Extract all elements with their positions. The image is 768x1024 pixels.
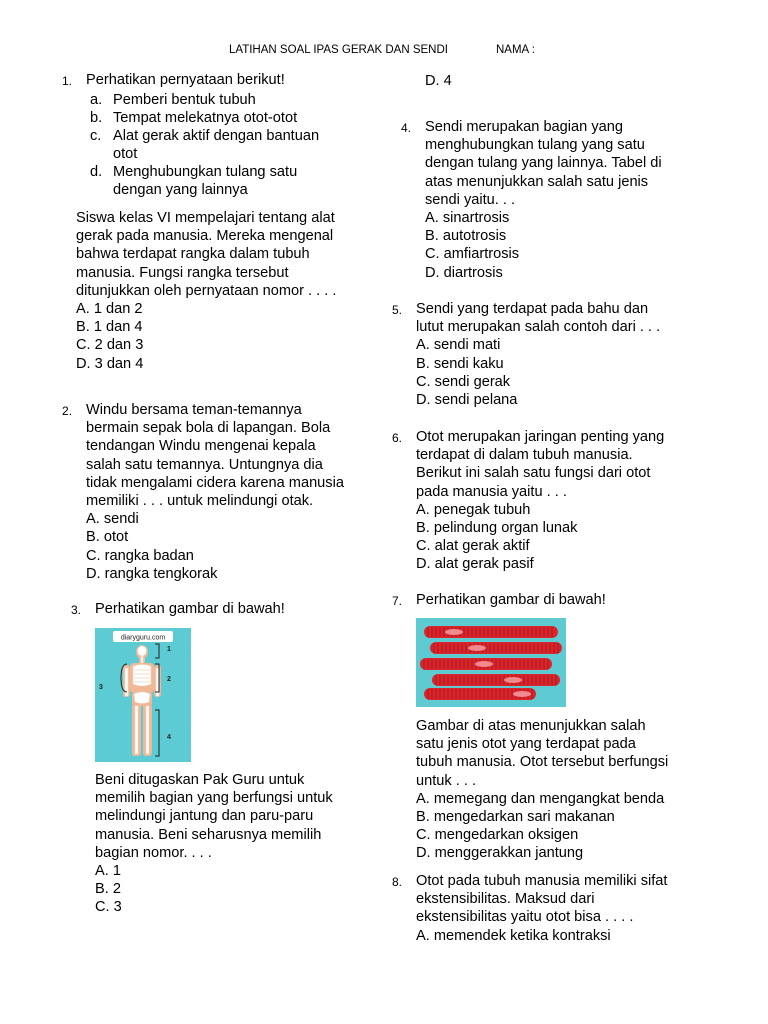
answer-option[interactable]: A. 1 dan 2 <box>76 301 143 318</box>
answer-option[interactable]: A. sendi <box>86 511 139 528</box>
statement-letter: c. <box>90 128 102 144</box>
question-text: Otot merupakan jaringan penting yang terdapat di dalam tubuh manusia. Berikut ini salah satu fungsi dari otot pada manusia yaitu . . . A. penegak tubuh B. pelindung organ lunak C. alat gerak aktif D. alat gerak pasif <box>416 429 665 573</box>
question-number: 5. <box>392 303 403 317</box>
answer-option[interactable]: C. amfiartrosis <box>425 246 520 263</box>
answer-option[interactable]: C. 2 dan 3 <box>76 337 144 354</box>
answer-option[interactable]: C. sendi gerak <box>416 373 511 390</box>
answer-option[interactable]: C. alat gerak aktif <box>416 538 530 555</box>
statement-letter: d. <box>90 164 103 180</box>
question-text: Beni ditugaskan Pak Guru untuk memilih bagian yang berfungsi untuk melindungi jantung dan paru-paru manusia. Beni seharusnya memilih bagian nomor. . . . A. 1 B. 2 C. 3 <box>95 772 333 916</box>
answer-option[interactable]: D. diartrosis <box>425 264 503 281</box>
muscle-nucleus <box>445 629 463 635</box>
name-label: NAMA : <box>496 44 535 56</box>
answer-option[interactable]: A. 1 <box>95 863 121 880</box>
worksheet-title: LATIHAN SOAL IPAS GERAK DAN SENDI <box>229 44 448 56</box>
statement-text: otot <box>113 146 138 162</box>
answer-option[interactable]: B. 2 <box>95 881 121 898</box>
answer-option[interactable]: B. mengedarkan sari makanan <box>416 809 615 826</box>
muscle-figure <box>416 618 566 712</box>
statement-text: dengan yang lainnya <box>113 182 248 198</box>
muscle-nucleus <box>468 645 486 651</box>
question-number: 3. <box>71 603 82 617</box>
statement-letter: a. <box>90 92 103 108</box>
statement-text: Tempat melekatnya otot-otot <box>113 110 298 126</box>
question-text: Sendi yang terdapat pada bahu dan lutut merupakan salah contoh dari . . . A. sendi mati B. sendi kaku C. sendi gerak D. sendi pelana <box>416 301 661 409</box>
answer-option[interactable]: C. rangka badan <box>86 547 194 564</box>
figure-label: 1 <box>167 646 171 653</box>
statement-text: Pemberi bentuk tubuh <box>113 92 256 108</box>
skeletal-muscle-image <box>416 618 566 707</box>
answer-option[interactable]: D. alat gerak pasif <box>416 556 534 573</box>
answer-option[interactable]: B. otot <box>86 529 129 546</box>
question-number: 2. <box>62 404 73 418</box>
watermark-text: diaryguru.com <box>120 634 166 642</box>
answer-option[interactable]: A. memegang dan mengangkat benda <box>416 790 665 807</box>
question-text: Windu bersama teman-temannya bermain sepak bola di lapangan. Bola tendangan Windu mengenai kepala salah satu temannya. Untungnya dia tidak mengalami cidera karena manusia memiliki . . . untuk melindungi otak. A. sendi B. otot C. rangka badan D. rangka tengkorak <box>86 402 344 582</box>
muscle-nucleus <box>504 677 522 683</box>
answer-option[interactable]: B. 1 dan 4 <box>76 319 143 336</box>
answer-option[interactable]: D. sendi pelana <box>416 392 518 409</box>
question-number: 6. <box>392 431 403 445</box>
answer-option[interactable]: A. sendi mati <box>416 337 501 354</box>
answer-option[interactable]: A. memendek ketika kontraksi <box>416 927 611 944</box>
question-text: Siswa kelas VI mempelajari tentang alat gerak pada manusia. Mereka mengenal bahwa terdapat rangka dalam tubuh manusia. Fungsi rangka tersebut ditunjukkan oleh pernyataan nomor . . . . A. 1 dan 2 B. 1 dan 4 C. 2 dan 3 D. 3 dan 4 <box>76 210 337 372</box>
question-stem: Perhatikan gambar di bawah! <box>416 592 606 608</box>
statement-text: Menghubungkan tulang satu <box>113 164 298 180</box>
answer-option[interactable]: D. menggerakkan jantung <box>416 845 584 862</box>
answer-option[interactable]: A. sinartrosis <box>425 210 510 227</box>
answer-option[interactable]: B. autotrosis <box>425 228 507 245</box>
question-number: 8. <box>392 875 403 889</box>
answer-option[interactable]: D. rangka tengkorak <box>86 565 218 582</box>
question-text: Sendi merupakan bagian yang menghubungkan tulang yang satu dengan tulang yang lainnya. Tabel di atas menunjukkan salah satu jenis sendi yaitu. . . A. sinartrosis B. autotrosis C. amfiartrosis D. diartrosis <box>425 119 662 281</box>
answer-option[interactable]: C. 3 <box>95 899 122 916</box>
figure-label: 4 <box>167 734 171 741</box>
answer-option[interactable]: B. pelindung organ lunak <box>416 520 578 537</box>
answer-option[interactable]: C. mengedarkan oksigen <box>416 827 579 844</box>
muscle-nucleus <box>513 691 531 697</box>
muscle-nucleus <box>475 661 493 667</box>
statement-text: Alat gerak aktif dengan bantuan <box>113 128 320 144</box>
answer-option[interactable]: D. 4 <box>425 73 452 89</box>
answer-option[interactable]: B. sendi kaku <box>416 355 504 372</box>
figure-label: 3 <box>99 684 103 691</box>
answer-option[interactable]: A. penegak tubuh <box>416 501 531 518</box>
question-number: 7. <box>392 594 403 608</box>
question-text: Gambar di atas menunjukkan salah satu jenis otot yang terdapat pada tubuh manusia. Otot tersebut berfungsi untuk . . . A. memegang dan mengangkat benda B. mengedarkan sari makanan C. mengedarkan oksigen D. menggerakkan jantung <box>416 718 669 862</box>
skeleton-figure <box>95 628 191 767</box>
question-stem: Perhatikan gambar di bawah! <box>95 601 285 617</box>
question-stem: Perhatikan pernyataan berikut! <box>86 72 285 88</box>
statement-letter: b. <box>90 110 103 126</box>
answer-option[interactable]: D. 3 dan 4 <box>76 355 144 372</box>
question-text: Otot pada tubuh manusia memiliki sifat ekstensibilitas. Maksud dari ekstensibilitas yaitu otot bisa . . . . A. memendek ketika kontraksi <box>416 873 668 944</box>
figure-label: 2 <box>167 676 171 683</box>
skeleton-image <box>95 628 191 762</box>
question-number: 4. <box>401 121 412 135</box>
question-number: 1. <box>62 74 73 88</box>
